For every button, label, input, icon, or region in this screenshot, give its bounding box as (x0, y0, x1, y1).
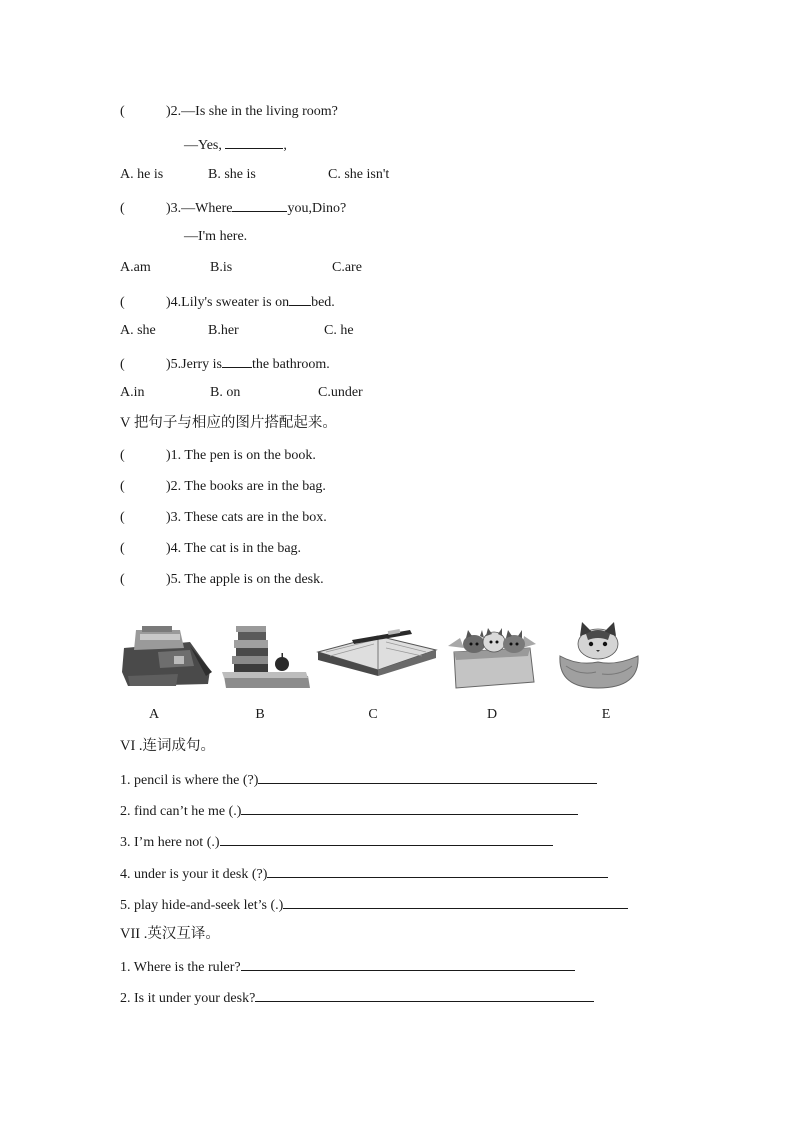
answer-line[interactable] (258, 769, 597, 784)
option-c[interactable]: C.are (332, 260, 362, 275)
question-2-answer-line: —Yes, , (184, 134, 287, 155)
answer-line[interactable] (241, 800, 578, 815)
option-b[interactable]: B.her (208, 323, 239, 338)
answer-paren[interactable]: ( (120, 572, 125, 587)
translate-item: 1. Where is the ruler? (120, 956, 575, 977)
picture-label-d: D (486, 707, 498, 722)
option-b[interactable]: B. on (210, 385, 241, 400)
question-5: ( )5.Jerry is the bathroom. (120, 353, 330, 374)
picture-label-b: B (255, 707, 265, 722)
reorder-item: 1. pencil is where the (?) (120, 769, 597, 790)
option-c[interactable]: C.under (318, 385, 363, 400)
picture-label-c: C (368, 707, 378, 722)
translate-item: 2. Is it under your desk? (120, 987, 594, 1008)
answer-paren[interactable]: ( (120, 510, 125, 525)
option-b[interactable]: B. she is (208, 167, 256, 182)
answer-line[interactable] (241, 956, 575, 971)
cats-in-box-picture (444, 622, 540, 690)
cat-in-bag-picture (556, 622, 642, 690)
question-3: ( )3.—Where you,Dino? (120, 197, 346, 218)
question-4: ( )4.Lily's sweater is on bed. (120, 291, 335, 312)
apple-on-desk-picture (222, 622, 310, 690)
match-item: ( )3. These cats are in the box. (120, 510, 327, 525)
match-item: ( )2. The books are in the bag. (120, 479, 326, 494)
answer-line[interactable] (283, 894, 628, 909)
pen-on-book-picture (316, 622, 438, 690)
section-6-heading: VI .连词成句。 (120, 738, 216, 754)
books-in-bag-picture (118, 622, 214, 690)
answer-paren[interactable]: ( (120, 104, 125, 119)
reorder-item: 2. find can’t he me (.) (120, 800, 578, 821)
option-c[interactable]: C. she isn't (328, 167, 390, 182)
fill-blank[interactable] (225, 134, 283, 149)
match-item: ( )4. The cat is in the bag. (120, 541, 302, 556)
question-text: —Is she in the living room? (181, 104, 338, 119)
match-item: ( )1. The pen is on the book. (120, 448, 316, 463)
answer-line[interactable] (220, 831, 553, 846)
option-a[interactable]: A.am (120, 260, 151, 275)
reorder-item: 4. under is your it desk (?) (120, 863, 608, 884)
section-7-heading: VII .英汉互译。 (120, 926, 220, 942)
answer-paren[interactable]: ( (120, 479, 125, 494)
picture-label-e: E (601, 707, 611, 722)
answer-paren[interactable]: ( (120, 448, 125, 463)
match-item: ( )5. The apple is on the desk. (120, 572, 324, 587)
option-a[interactable]: A. he is (120, 167, 164, 182)
option-a[interactable]: A.in (120, 385, 145, 400)
answer-paren[interactable]: ( (120, 357, 125, 372)
section-5-heading: V 把句子与相应的图片搭配起来。 (120, 415, 337, 431)
fill-blank[interactable] (222, 353, 252, 368)
fill-blank[interactable] (289, 291, 311, 306)
question-3-answer-line: —I'm here. (184, 229, 248, 244)
question-2: ( )2.—Is she in the living room? (120, 104, 338, 119)
picture-label-a: A (148, 707, 160, 722)
answer-line[interactable] (267, 863, 608, 878)
reorder-item: 5. play hide-and-seek let’s (.) (120, 894, 628, 915)
answer-paren[interactable]: ( (120, 295, 125, 310)
option-c[interactable]: C. he (324, 323, 354, 338)
option-a[interactable]: A. she (120, 323, 156, 338)
reorder-item: 3. I’m here not (.) (120, 831, 553, 852)
fill-blank[interactable] (232, 197, 287, 212)
option-b[interactable]: B.is (210, 260, 233, 275)
answer-line[interactable] (255, 987, 594, 1002)
answer-paren[interactable]: ( (120, 541, 125, 556)
answer-paren[interactable]: ( (120, 201, 125, 216)
